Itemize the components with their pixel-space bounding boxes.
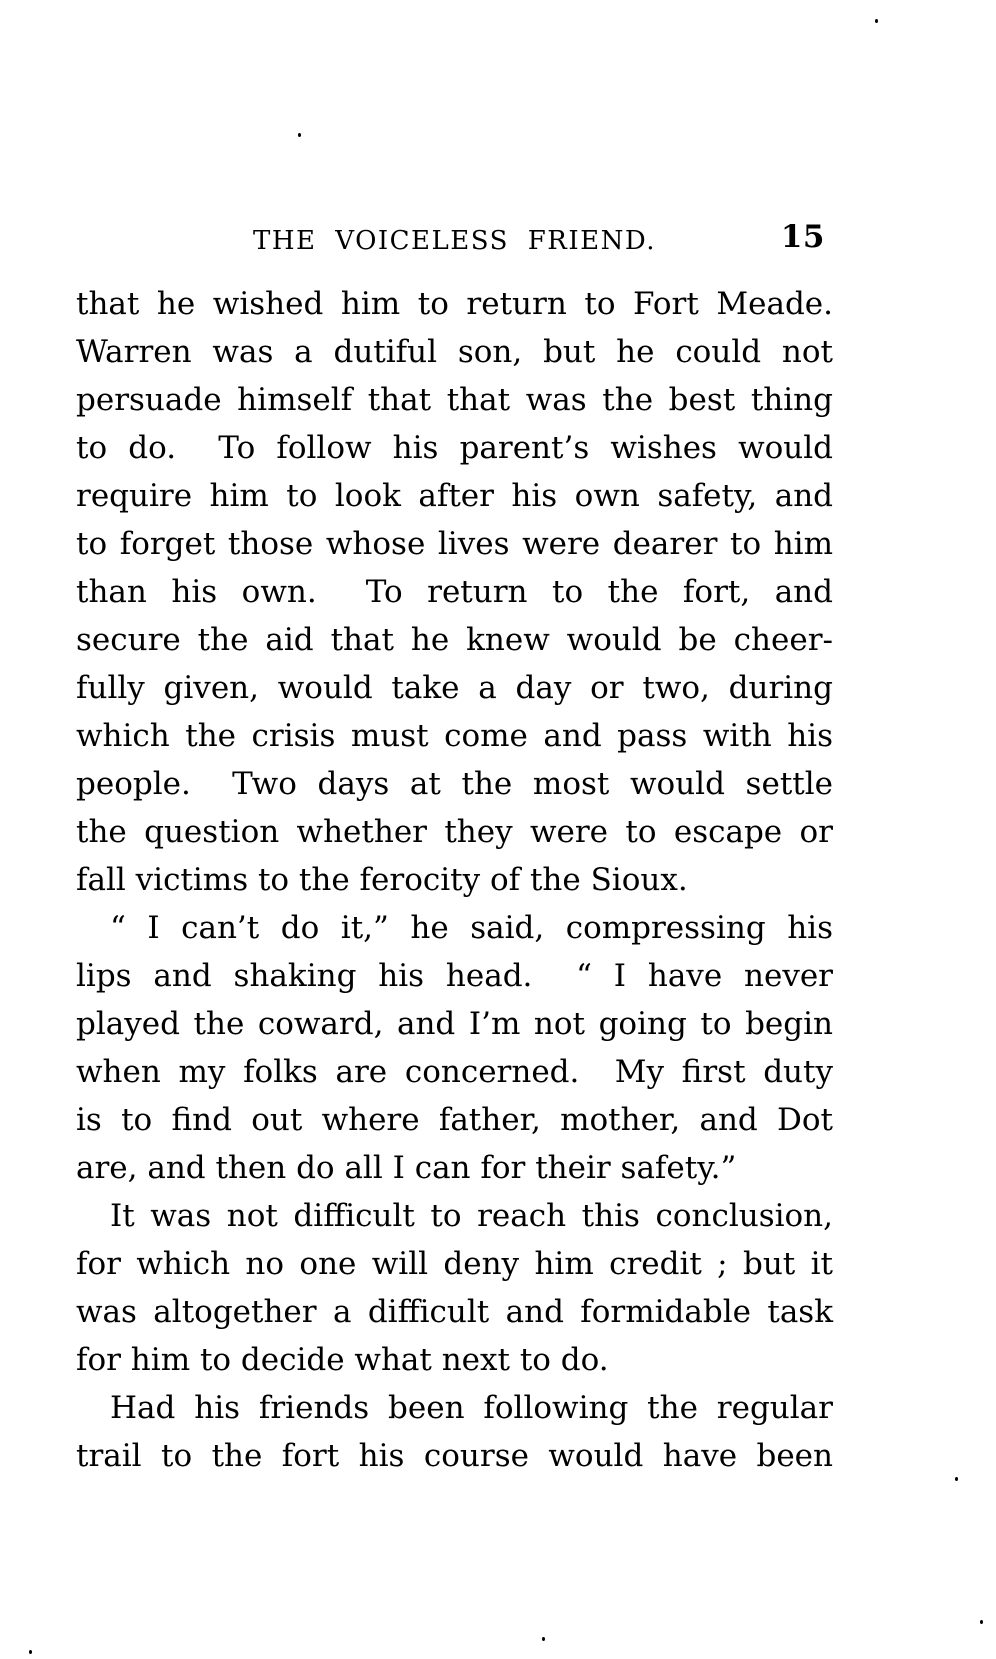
text-line: require him to look after his own safety, and [76, 478, 833, 514]
text-line: to do. To follow his parent’s wishes would [76, 430, 833, 466]
running-header [76, 219, 833, 256]
text-line: “ I can’t do it,” he said, compressing his [110, 910, 833, 946]
text-line: lips and shaking his head. “ I have never [76, 958, 833, 994]
text-line: trail to the fort his course would have been [76, 1438, 833, 1474]
text-line: than his own. To return to the fort, and [76, 574, 833, 610]
text-line: fall victims to the ferocity of the Sioux. [76, 862, 688, 898]
text-line: the question whether they were to escape or [76, 814, 833, 850]
scan-speck [298, 133, 301, 137]
scan-speck [955, 1477, 958, 1481]
text-line: It was not difficult to reach this conclusion, [110, 1198, 833, 1234]
text-line: is to find out where father, mother, and Dot [76, 1102, 833, 1138]
body-text [76, 280, 833, 1480]
text-line: played the coward, and I’m not going to begin [76, 1006, 833, 1042]
text-line: Had his friends been following the regular [110, 1390, 833, 1426]
scan-speck [875, 19, 878, 23]
text-line: to forget those whose lives were dearer to him [76, 526, 833, 562]
text-line: that he wished him to return to Fort Meade. [76, 286, 833, 322]
text-line: for which no one will deny him credit ; but it [76, 1246, 833, 1282]
text-line: Warren was a dutiful son, but he could not [76, 334, 833, 370]
text-line: fully given, would take a day or two, during [76, 670, 833, 706]
text-line: secure the aid that he knew would be cheer- [76, 622, 833, 658]
chapter-title: THE VOICELESS FRIEND. [252, 226, 656, 256]
scan-speck [29, 1650, 32, 1654]
scan-speck [980, 1620, 983, 1624]
text-line: which the crisis must come and pass with his [76, 718, 833, 754]
text-line: for him to decide what next to do. [76, 1342, 609, 1378]
text-line: was altogether a difficult and formidable task [76, 1294, 833, 1330]
text-line: are, and then do all I can for their safety.” [76, 1150, 737, 1186]
text-line: when my folks are concerned. My first duty [76, 1054, 833, 1090]
scan-speck [542, 1637, 545, 1641]
page-number: 15 [780, 219, 825, 255]
text-line: persuade himself that that was the best thing [76, 382, 833, 418]
text-line: people. Two days at the most would settle [76, 766, 833, 802]
